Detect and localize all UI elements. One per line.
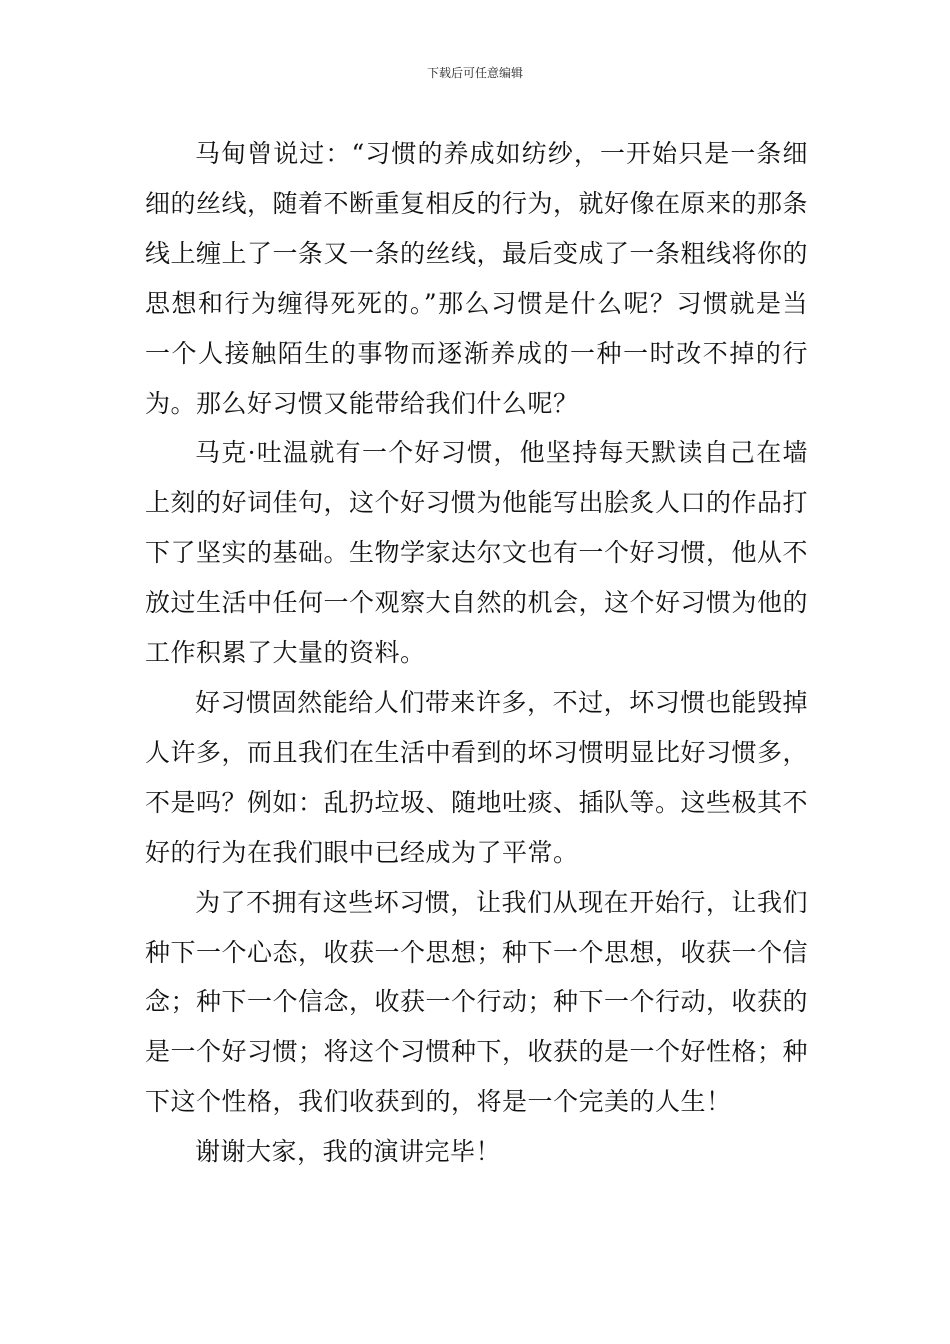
paragraph-4: 为了不拥有这些坏习惯，让我们从现在开始行，让我们种下一个心态，收获一个思想；种下一个思想，收获一个信念；种下一个信念，收获一个行动；种下一个行动，收获的是一个好习惯；将这个习惯种下，收获的是一个好性格；种下这个性格，我们收获到的，将是一个完美的人生！ bbox=[145, 887, 809, 1117]
paragraph-2: 马克·吐温就有一个好习惯，他坚持每天默读自己在墙上刻的好词佳句，这个好习惯为他能写出脍炙人口的作品打下了坚实的基础。生物学家达尔文也有一个好习惯，他从不放过生活中任何一个观察大自然的机会，这个好习惯为他的工作积累了大量的资料。 bbox=[145, 438, 809, 668]
paragraph-1: 马甸曾说过：“习惯的养成如纺纱，一开始只是一条细细的丝线，随着不断重复相反的行为，就好像在原来的那条线上缠上了一条又一条的丝线，最后变成了一条粗线将你的思想和行为缠得死死的。”那么习惯是什么呢？习惯就是当一个人接触陌生的事物而逐渐养成的一种一时改不掉的行为。那么好习惯又能带给我们什么呢？ bbox=[145, 139, 809, 418]
paragraph-5: 谢谢大家，我的演讲完毕！ bbox=[195, 1137, 502, 1167]
document-body bbox=[145, 129, 808, 1177]
paragraph-3: 好习惯固然能给人们带来许多，不过，坏习惯也能毁掉人许多，而且我们在生活中看到的坏习惯明显比好习惯多，不是吗？例如：乱扔垃圾、随地吐痰、插队等。这些极其不好的行为在我们眼中已经成为了平常。 bbox=[145, 687, 809, 867]
page-header: 下载后可任意编辑 bbox=[426, 66, 523, 80]
